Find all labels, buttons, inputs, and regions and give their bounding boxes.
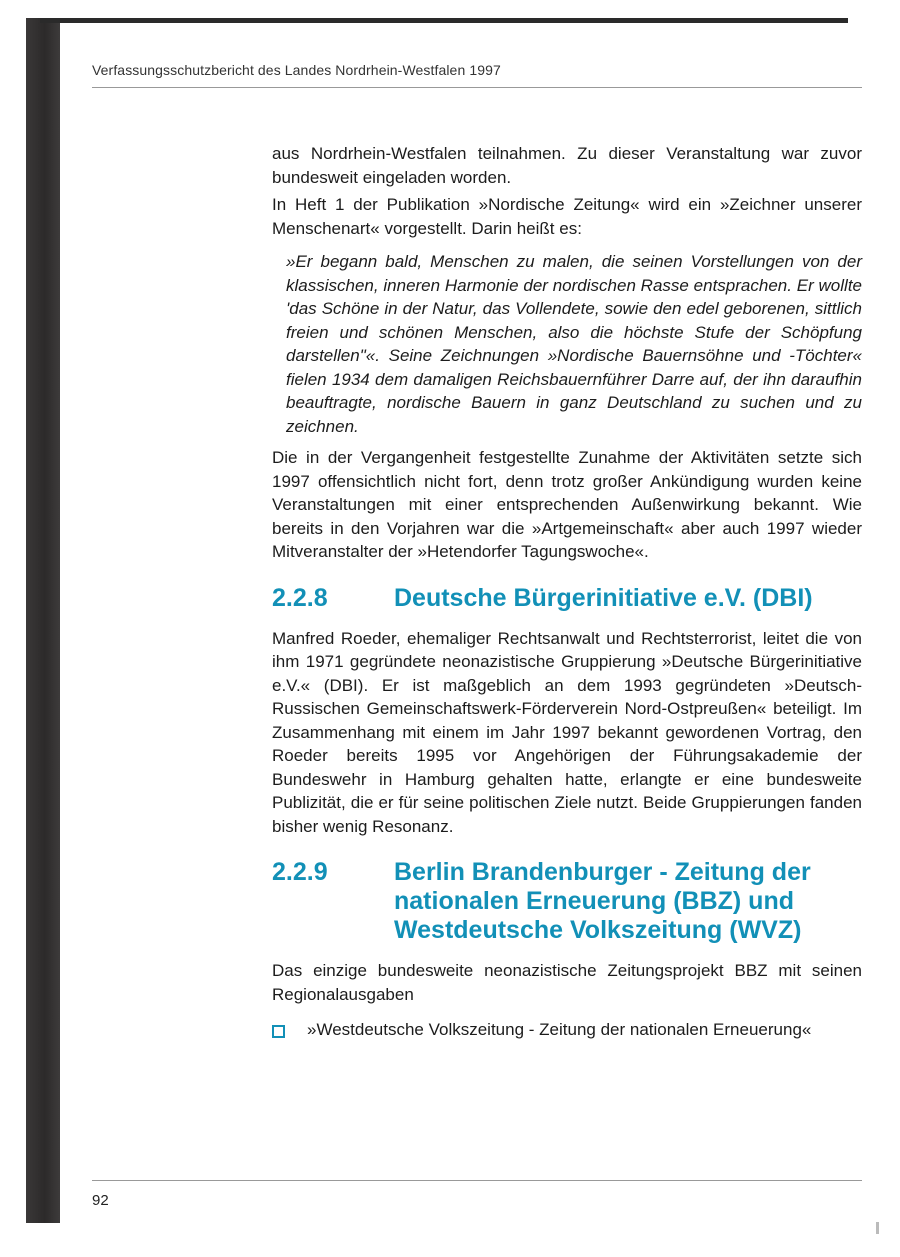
block-quote: »Er begann bald, Menschen zu malen, die seinen Vorstellungen von der klassischen, inneren Harmonie der nordischen Rasse entsprachen. Er wollte 'das Schöne in der Natur, das Vollendete, sowie den edel geborenen, sittlich freien und schönen Menschen, also die höchste Stufe der Schöpfung darstellen"«. Seine Zeichnungen »Nordische Bauernsöhne und -Töchter« fielen 1934 dem damaligen Reichsbauernführer Darre auf, der ihn daraufhin beauftragte, nordische Bauern in ganz Deutschland zu suchen und zu zeichnen. xyxy=(286,252,862,436)
top-edge-rule xyxy=(40,18,848,23)
list-item xyxy=(272,1018,862,1042)
section-number: 2.2.8 xyxy=(272,583,328,612)
running-header: Verfassungsschutzbericht des Landes Nordrhein-Westfalen 1997 xyxy=(92,62,501,78)
paragraph-continued: aus Nordrhein-Westfalen teilnahmen. Zu dieser Veranstaltung war zuvor bundesweit eingeladen worden. xyxy=(272,144,862,187)
page-number: 92 xyxy=(92,1192,109,1209)
header-divider xyxy=(92,87,862,88)
book-spine-shadow xyxy=(26,18,60,1223)
section-number: 2.2.9 xyxy=(272,858,328,886)
section-2-2-9-text: Das einzige bundesweite neonazistische Zeitungsprojekt BBZ mit seinen Regionalausgaben xyxy=(272,961,862,1004)
section-heading-2-2-8 xyxy=(272,584,862,613)
footer-divider xyxy=(92,1180,862,1181)
paragraph-artgemeinschaft: Die in der Vergangenheit festgestellte Zunahme der Aktivitäten setzte sich 1997 offensichtlich nicht fort, denn trotz großer Ankündigung wurden keine Veranstaltungen mit einer entsprechenden Außenwirkung bekannt. Wie bereits in den Vorjahren war die »Artgemeinschaft« aber auch 1997 wieder Mitveranstalter der »Hetendorfer Tagungswoche«. xyxy=(272,448,862,561)
section-title: Deutsche Bürgerinitiative e.V. (DBI) xyxy=(394,583,813,612)
list-item-text: »Westdeutsche Volkszeitung - Zeitung der nationalen Erneuerung« xyxy=(307,1020,812,1039)
section-heading-2-2-9 xyxy=(272,858,862,945)
paragraph-nordische-zeitung: In Heft 1 der Publikation »Nordische Zeitung« wird ein »Zeichner unserer Menschenart« vorgestellt. Darin heißt es: xyxy=(272,195,862,238)
scan-mark xyxy=(876,1222,879,1234)
page-body xyxy=(272,142,862,1042)
section-title: Berlin Brandenburger - Zeitung der nationalen Erneuerung (BBZ) und Westdeutsche Volkszeitung (WVZ) xyxy=(394,858,811,944)
square-bullet-icon xyxy=(272,1025,285,1038)
section-2-2-8-text: Manfred Roeder, ehemaliger Rechtsanwalt und Rechtsterrorist, leitet die von ihm 1971 gegründete neonazistische Gruppierung »Deutsche Bürgerinitiative e.V.« (DBI). Er ist maßgeblich an dem 1993 gegründeten »Deutsch-Russischen Gemeinschaftswerk-Förderverein Nord-Ostpreußen« beteiligt. Im Zusammenhang mit einem im Jahr 1997 bekannt gewordenen Vortrag, den Roeder bereits 1995 vor Angehörigen der Führungsakademie der Bundeswehr in Hamburg gehalten hatte, erlangte er eine bundesweite Publizität, die er für seine politischen Ziele nutzt. Beide Gruppierungen fanden bisher wenig Resonanz. xyxy=(272,628,862,836)
